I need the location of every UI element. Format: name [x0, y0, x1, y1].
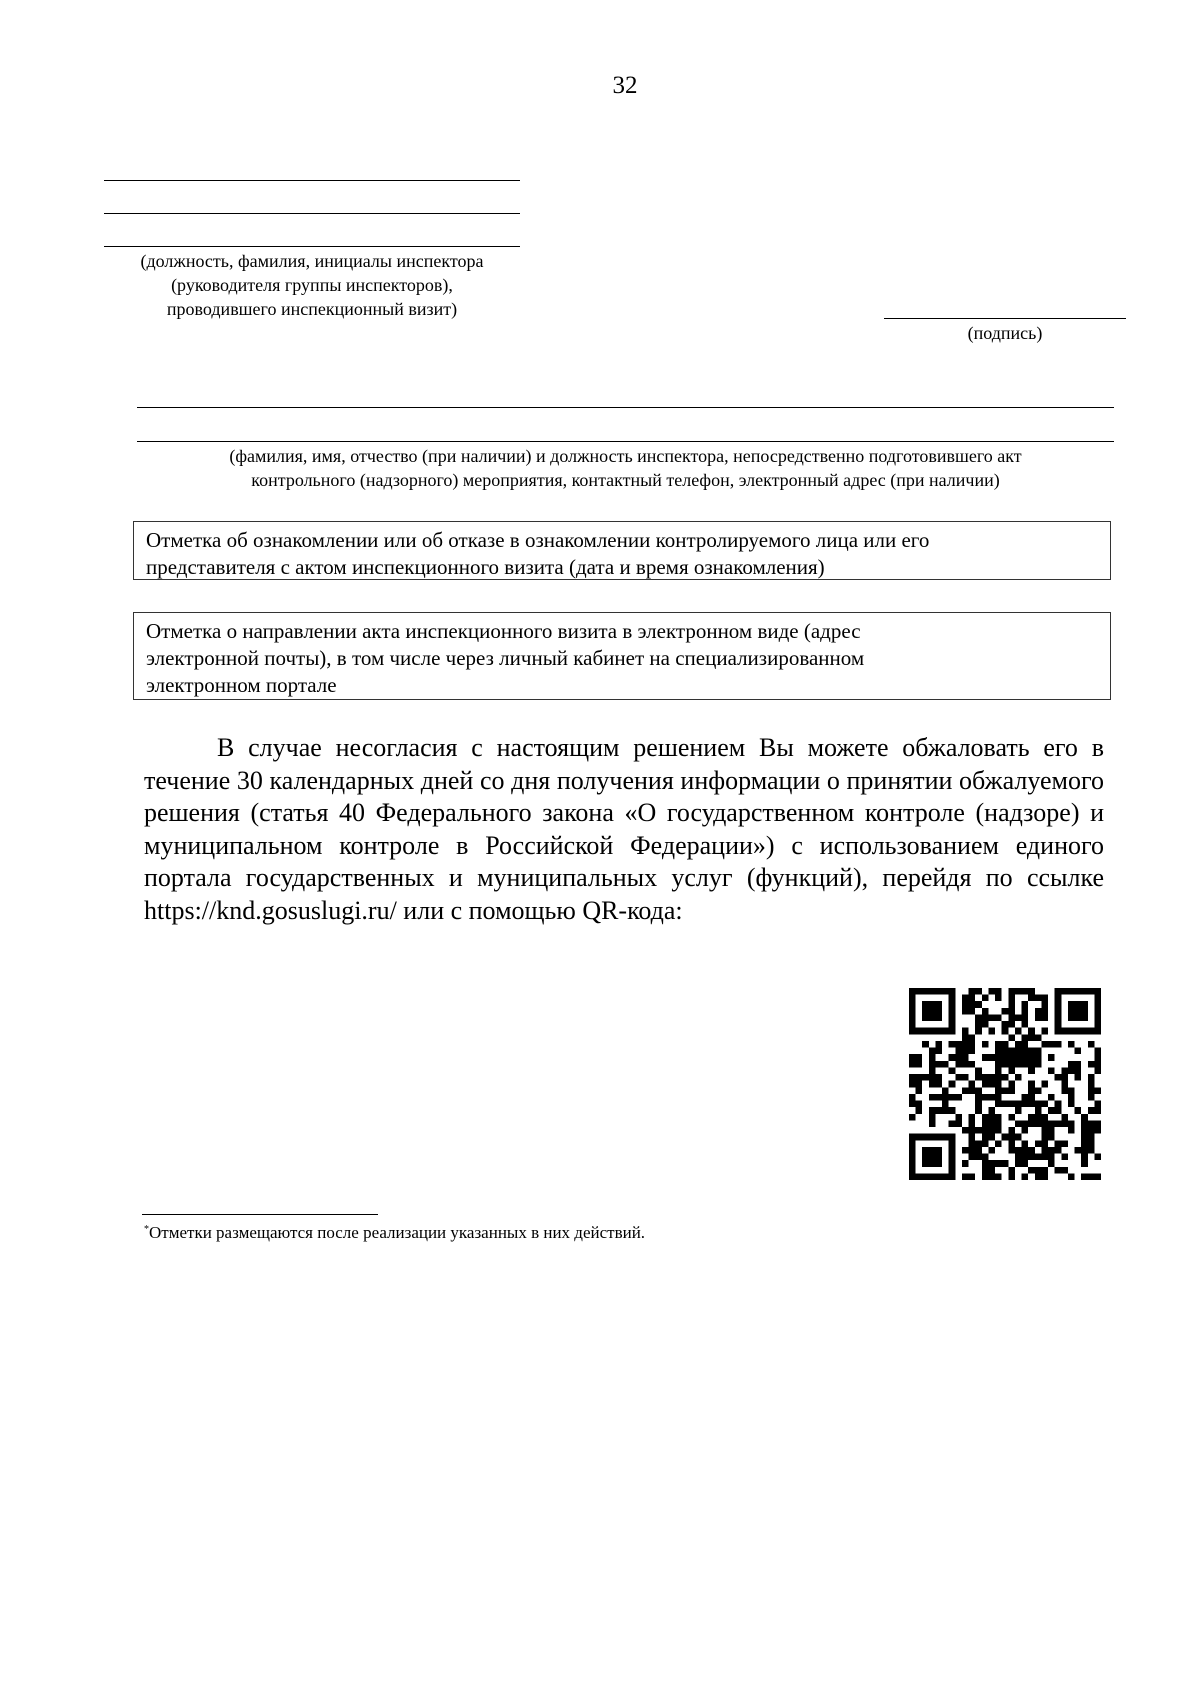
preparer-caption: [137, 444, 1114, 492]
inspector-line-2: [104, 213, 520, 214]
mark-line: Отметка об ознакомлении или об отказе в ознакомлении контролируемого лица или его: [146, 528, 930, 552]
preparer-line-1: [137, 407, 1114, 408]
footnote: [144, 1222, 645, 1244]
page-number: 32: [612, 72, 638, 99]
inspector-caption: [104, 249, 520, 321]
inspector-line-3: [104, 246, 520, 247]
preparer-caption-line: (фамилия, имя, отчество (при наличии) и должность инспектора, непосредственно подготовившего акт: [229, 446, 1022, 466]
qr-code-icon: [909, 988, 1101, 1180]
preparer-caption-line: контрольного (надзорного) мероприятия, контактный телефон, электронный адрес (при наличии): [251, 470, 1000, 490]
mark-line: электронной почты), в том числе через личный кабинет на специализированном: [146, 646, 865, 670]
electronic-delivery-mark-box: [133, 612, 1111, 700]
familiarization-mark-box: [133, 521, 1111, 580]
inspector-caption-line: (руководителя группы инспекторов),: [171, 275, 453, 295]
footnote-text: Отметки размещаются после реализации указанных в них действий.: [149, 1223, 646, 1242]
footnote-marker: *: [144, 1224, 149, 1235]
mark-line: Отметка о направлении акта инспекционного визита в электронном виде (адрес: [146, 619, 861, 643]
inspector-line-1: [104, 180, 520, 181]
signature-line: [884, 318, 1126, 319]
inspector-caption-line: проводившего инспекционный визит): [166, 299, 458, 319]
mark-line: электронном портале: [146, 673, 337, 697]
mark-line: представителя с актом инспекционного визита (дата и время ознакомления): [146, 555, 825, 579]
footnote-separator: [142, 1214, 378, 1215]
signature-caption: (подпись): [967, 323, 1043, 343]
appeal-paragraph: В случае несогласия с настоящим решением Вы можете обжаловать его в течение 30 календарных дней со дня получения информации о принятии обжалуемого решения (статья 40 Федерального закона «О государственном контроле (надзоре) и муниципальном контроле в Российской Федерации») с использованием единого портала государственных и муниципальных услуг (функций), перейдя по ссылке https://knd.gosuslugi.ru/ или с помощью QR-кода:: [144, 733, 1104, 925]
preparer-line-2: [137, 441, 1114, 442]
inspector-caption-line: (должность, фамилия, инициалы инспектора: [140, 251, 484, 271]
